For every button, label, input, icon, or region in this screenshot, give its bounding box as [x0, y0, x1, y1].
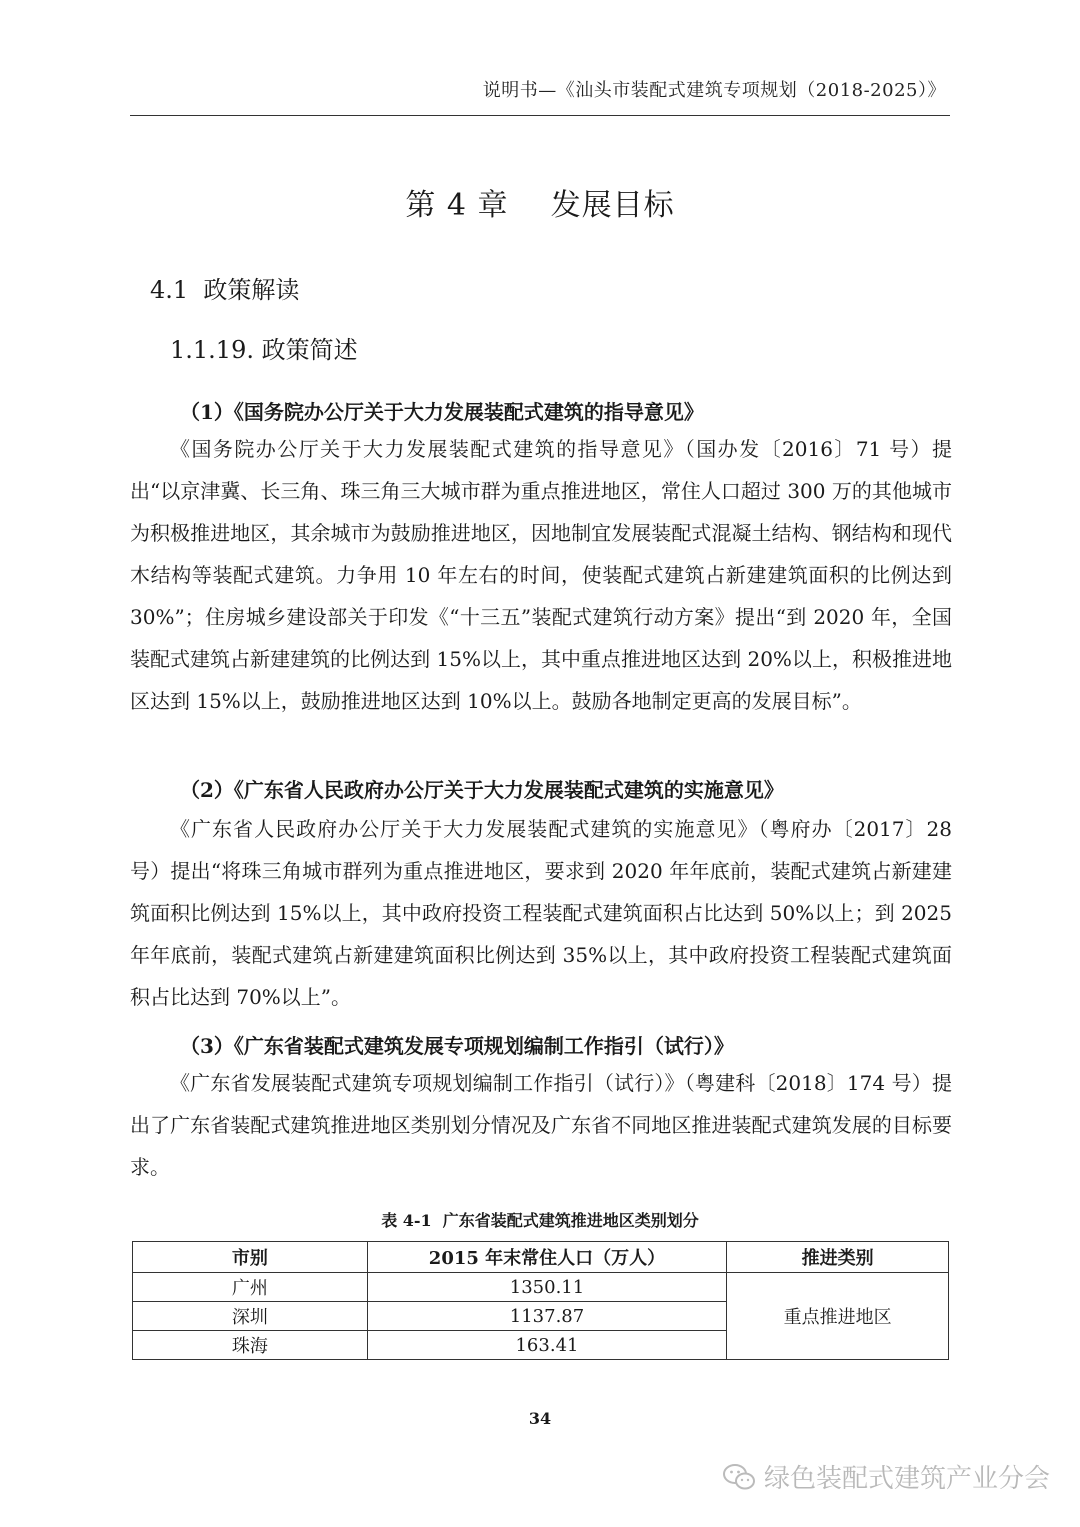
watermark: [722, 1458, 1050, 1495]
chapter-title: 第 4 章 发展目标: [405, 188, 675, 223]
header-rule: [130, 115, 950, 116]
table-row: [133, 1273, 949, 1302]
column-header-category: 推进类别: [727, 1242, 949, 1273]
cell-city: 珠海: [133, 1331, 368, 1360]
policy-body-2: 《广东省人民政府办公厅关于大力发展装配式建筑的实施意见》（粤府办〔2017〕28 号）提出“将珠三角城市群列为重点推进地区，要求到 2020 年年底前，装配式建筑占新建建筑面积比例达到 15%以上，其中政府投资工程装配式建筑面积占比达到 50%以上；到 2025 年年底前，装配式建筑占新建建筑面积比例达到 35%以上，其中政府投资工程装配式建筑面积占比达到 70%以上”。: [130, 817, 952, 1009]
region-table: [132, 1241, 949, 1360]
cell-city: 广州: [133, 1273, 368, 1302]
policy-title-2: （2）《广东省人民政府办公厅关于大力发展装配式建筑的实施意见》: [180, 778, 784, 802]
cell-population: 1350.11: [367, 1273, 727, 1302]
column-header-city: 市别: [133, 1242, 368, 1273]
header-title: 说明书—《汕头市装配式建筑专项规划（2018-2025）》: [482, 80, 946, 101]
policy-body-1: 《国务院办公厅关于大力发展装配式建筑的指导意见》（国办发〔2016〕71 号）提出“以京津冀、长三角、珠三角三大城市群为重点推进地区，常住人口超过 300 万的其他城市为积极推进地区，其余城市为鼓励推进地区，因地制宜发展装配式混凝土结构、钢结构和现代木结构等装配式建筑。力争用 10 年左右的时间，使装配式建筑占新建建筑面积的比例达到 30%”；住房城乡建设部关于印发《“十三五”装配式建筑行动方案》提出“到 2020 年，全国装配式建筑占新建建筑的比例达到 15%以上，其中重点推进地区达到 20%以上，积极推进地区达到 15%以上，鼓励推进地区达到 10%以上。鼓励各地制定更高的发展目标”。: [130, 437, 952, 713]
cell-population: 163.41: [367, 1331, 727, 1360]
cell-category: 重点推进地区: [727, 1273, 949, 1360]
page-number: 34: [528, 1409, 552, 1428]
cell-population: 1137.87: [367, 1302, 727, 1331]
table-header-row: [133, 1242, 949, 1273]
policy-body-3: 《广东省发展装配式建筑专项规划编制工作指引（试行）》（粤建科〔2018〕174 号）提出了广东省装配式建筑推进地区类别划分情况及广东省不同地区推进装配式建筑发展的目标要求。: [130, 1071, 952, 1179]
watermark-text: 绿色装配式建筑产业分会: [763, 1464, 1050, 1494]
section-heading: 4.1 政策解读: [150, 276, 300, 304]
column-header-population: 2015 年末常住人口（万人）: [367, 1242, 727, 1273]
policy-title-3: （3）《广东省装配式建筑发展专项规划编制工作指引（试行）》: [180, 1034, 734, 1058]
cell-city: 深圳: [133, 1302, 368, 1331]
wechat-icon: [722, 1462, 756, 1492]
subsection-heading: 1.1.19. 政策简述: [170, 336, 358, 364]
table-caption: 表 4-1 广东省装配式建筑推进地区类别划分: [381, 1211, 699, 1230]
policy-title-1: （1）《国务院办公厅关于大力发展装配式建筑的指导意见》: [180, 400, 704, 424]
